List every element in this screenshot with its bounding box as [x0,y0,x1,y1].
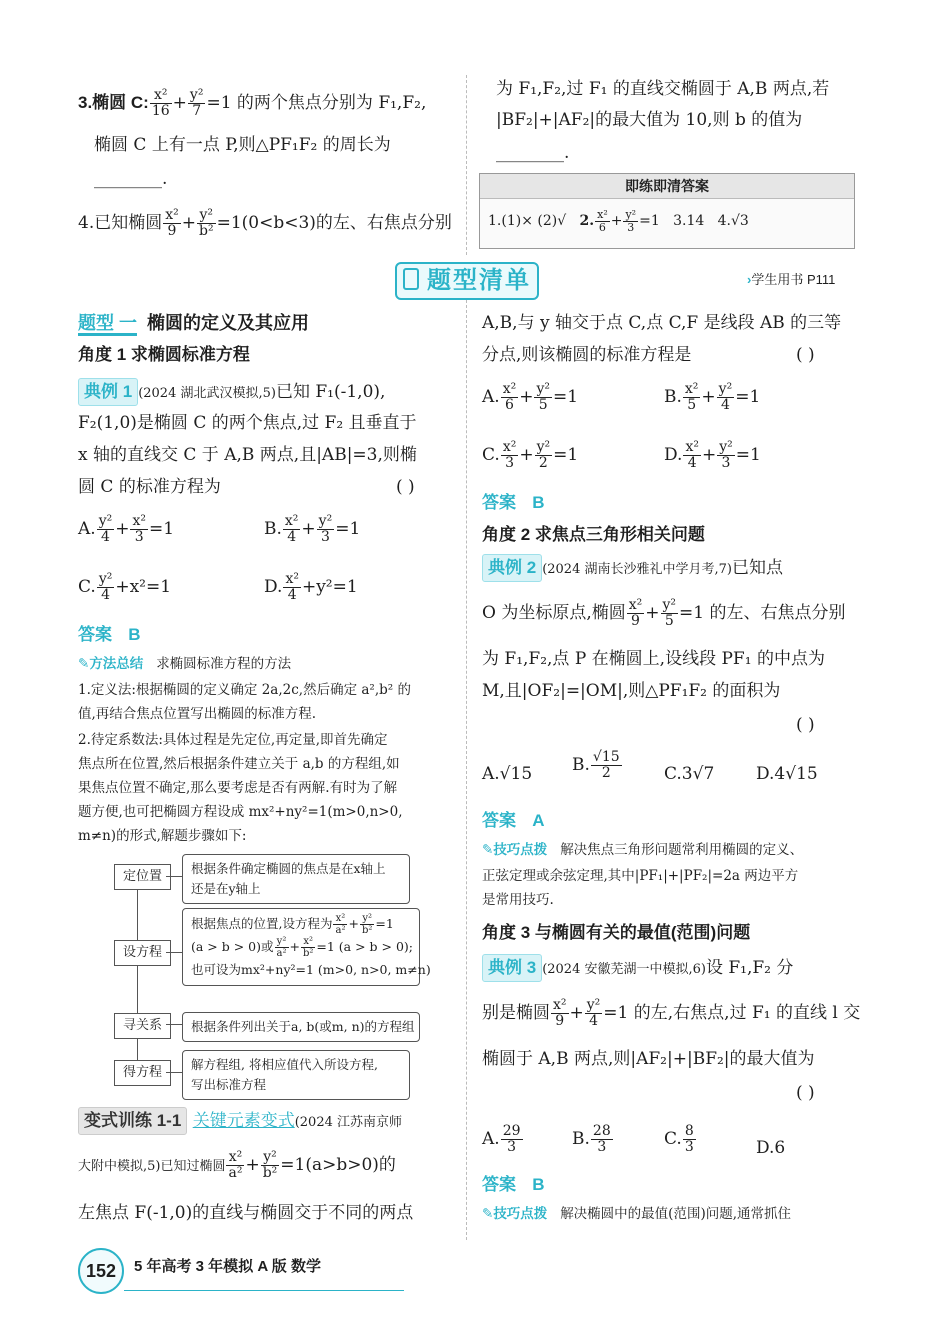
flow-link-3 [166,1024,182,1025]
example2-line4: M,且|OF₂|=|OM|,则△PF₁F₂ 的面积为 [482,681,781,701]
arrow-right-icon: › [747,272,752,287]
angle2-heading: 角度 2 求焦点三角形相关问题 [482,525,705,544]
ex2-option-b[interactable]: B. $\frac{√15}{2}$ [572,749,620,781]
method-summary-heading: ✎方法总结 求椭圆标准方程的方法 [78,656,292,672]
tip1-line3: 是常用技巧. [482,892,554,908]
variant-answer: 答案 B [482,493,545,512]
ex1-option-b[interactable]: B. $\frac{\text{x²}}{4}$ + $\frac{\text{y²}}{3}$ =1 [264,513,361,545]
page-number-badge [78,1248,124,1294]
book-title: 5 年高考 3 年模拟 A 版 数学 [134,1258,321,1275]
flowchart-connector [137,884,138,1070]
section-title: 题型清单 [427,267,531,294]
ex3-option-c[interactable]: C. $\frac{8}{3}$ [664,1123,694,1155]
method-line5: 果焦点位置不确定,那么要考虑是否有两解.有时为了解 [78,780,398,796]
example2-badge: 典例 2 [482,554,542,582]
clipboard-icon [403,268,419,290]
ex1-option-c[interactable]: C. $\frac{\text{y²}}{4}$ +x²=1 [78,571,172,603]
quick-answer-title: 即练即清答案 [480,174,854,199]
ex3-option-a[interactable]: A. $\frac{29}{3}$ [482,1123,521,1155]
tip2-label: ✎技巧点拨 [482,1206,548,1221]
section-ref: ›学生用书 P111 [747,272,836,287]
flow-step-equation: 设方程 [114,940,171,966]
q4-cont-line1: 为 F₁,F₂,过 F₁ 的直线交椭圆于 A,B 两点,若 [496,79,830,99]
angle3-heading: 角度 3 与椭圆有关的最值(范围)问题 [482,923,751,942]
example2-line1: 典例 2 (2024 湖南长沙雅礼中学月考,7)已知点 [482,554,783,582]
flow-step-result: 得方程 [114,1060,171,1086]
ex2-option-c[interactable]: C.3√7 [664,764,715,784]
ex1-option-d[interactable]: D. $\frac{\text{x²}}{4}$ +y²=1 [264,571,358,603]
ex3-option-b[interactable]: B. $\frac{28}{3}$ [572,1123,611,1155]
q4-cont-line2: |BF₂|+|AF₂|的最大值为 10,则 b 的值为 [496,110,803,130]
example1-badge: 典例 1 [78,378,138,406]
section-banner [395,262,539,300]
q3-blank: ________. [94,169,168,189]
q4-line1: 4.已知椭圆 $\frac{\text{x²}}{9}$ + $\frac{\text{y²}}{\text{b²}}$ =1(0<b<3)的左、右焦点分别 [78,207,452,239]
method-line3: 2.待定系数法:具体过程是先定位,再定量,即首先确定 [78,732,388,748]
method-line1: 1.定义法:根据椭圆的定义确定 2a,2c,然后确定 a²,b² 的 [78,682,411,698]
example1-line3: x 轴的直线交 C 于 A,B 两点,且|AB|=3,则椭 [78,445,417,465]
flow-step-locate: 定位置 [114,864,171,890]
example1-line4: 圆 C 的标准方程为 [78,477,221,497]
var-option-b[interactable]: B. $\frac{\text{x²}}{5}$ + $\frac{\text{y²}}{4}$ =1 [664,381,761,413]
variant-badge: 变式训练 1-1 [78,1107,187,1135]
ex2-option-d[interactable]: D.4√15 [756,764,818,784]
tip1-line2: 正弦定理或余弦定理,其中|PF₁|+|PF₂|=2a 两边平方 [482,868,799,884]
example1-line2: F₂(1,0)是椭圆 C 的两个焦点,过 F₂ 且垂直于 [78,413,417,433]
flow-desc-relation: 根据条件列出关于a, b(或m, n)的方程组 [182,1012,420,1042]
method-line4: 焦点所在位置,然后根据条件建立关于 a,b 的方程组,如 [78,756,400,772]
column-divider-top [466,75,467,255]
ex2-option-a[interactable]: A.√15 [482,764,533,784]
example3-badge: 典例 3 [482,954,542,982]
example2-line3: 为 F₁,F₂,点 P 在椭圆上,设线段 PF₁ 的中点为 [482,649,825,669]
example3-paren: ( ) [796,1083,815,1103]
flow-desc-locate: 根据条件确定椭圆的焦点是在x轴上 还是在y轴上 [182,854,410,904]
tip2-line1: ✎技巧点拨 解决椭圆中的最值(范围)问题,通常抓住 [482,1206,792,1222]
ex1-option-a[interactable]: A. $\frac{\text{y²}}{4}$ + $\frac{\text{x²}}{3}$ =1 [78,513,175,545]
flow-desc-result: 解方程组, 将相应值代入所设方程, 写出标准方程 [182,1050,410,1100]
flow-desc-equation: 根据焦点的位置,设方程为 $\frac{\text{x²}}{\text{a²}}$ + $\frac{\text{y²}}{\text{b²}}$ =1 (a > b > 0)或 $\frac{\text{y²}}{\text{a²}}$ + $\frac{\text{x²}}{\text{b²}}$ =1 (a > b > 0); 也可设为mx²+ny²=1 (m>0, n>0, m≠n) [182,908,420,986]
method-line6: 题方便,也可把椭圆方程设成 mx²+ny²=1(m>0,n>0, [78,804,403,820]
page-number: 152 [85,1261,117,1281]
example3-answer: 答案 B [482,1175,545,1194]
ex3-option-d[interactable]: D.6 [756,1138,786,1158]
method-line7: m≠n)的形式,解题步骤如下: [78,828,247,844]
example1-line1: 典例 1 (2024 湖北武汉模拟,5)已知 F₁(-1,0), [78,378,385,406]
example1-paren: ( ) [396,477,415,497]
variant-line3: 左焦点 F(-1,0)的直线与椭圆交于不同的两点 [78,1203,414,1223]
type1-heading: 题型 一 椭圆的定义及其应用 [78,310,309,336]
q4-blank: ________. [496,143,570,163]
example3-line3: 椭圆于 A,B 两点,则|AF₂|+|BF₂|的最大值为 [482,1049,815,1069]
variant-line2: 大附中模拟,5)已知过椭圆 $\frac{\text{x²}}{\text{a²}}$ + $\frac{\text{y²}}{\text{b²}}$ =1(a>b>0)的 [78,1149,396,1181]
example2-line2: O 为坐标原点,椭圆 $\frac{\text{x²}}{9}$ + $\frac{\text{y²}}{5}$ =1 的左、右焦点分别 [482,597,846,629]
tip1-label: ✎技巧点拨 [482,842,548,857]
footer-rule [124,1290,404,1291]
variant-cont-line1: A,B,与 y 轴交于点 C,点 C,F 是线段 AB 的三等 [482,313,842,333]
var-option-a[interactable]: A. $\frac{\text{x²}}{6}$ + $\frac{\text{y²}}{5}$ =1 [482,381,579,413]
example1-answer: 答案 B [78,625,141,644]
q3-line2: 椭圆 C 上有一点 P,则△PF₁F₂ 的周长为 [94,135,391,155]
variant-line1: 变式训练 1-1 关键元素变式(2024 江苏南京师 [78,1107,402,1135]
column-divider [466,300,467,1240]
flow-link-1 [166,876,182,877]
variant-cont-line2: 分点,则该椭圆的标准方程是 [482,345,692,365]
quick-answer-box [479,173,855,249]
q3-line1: 3.椭圆 C: $\frac{\text{x²}}{16}$ + $\frac{\text{y²}}{7}$ =1 的两个焦点分别为 F₁,F₂, [78,87,427,119]
example3-line2: 别是椭圆 $\frac{\text{x²}}{9}$ + $\frac{\text{y²}}{4}$ =1 的左,右焦点,过 F₁ 的直线 l 交 [482,997,861,1029]
quick-answer-line: 1.(1)× (2)√ 2. $\frac{\text{x²}}{6}$ + $\frac{\text{y²}}{3}$ =1 3.14 4.√3 [488,207,749,234]
angle1-heading: 角度 1 求椭圆标准方程 [78,345,250,364]
method-line2: 值,再结合焦点位置写出椭圆的标准方程. [78,706,317,722]
flow-step-relation: 寻关系 [114,1013,171,1039]
example2-answer: 答案 A [482,811,545,830]
tip1-line1: ✎技巧点拨 解决焦点三角形问题常利用椭圆的定义、 [482,842,804,858]
method-label: ✎方法总结 [78,656,144,671]
flow-link-4 [166,1072,182,1073]
example2-paren: ( ) [796,715,815,735]
flow-link-2 [166,952,182,953]
var-option-d[interactable]: D. $\frac{\text{x²}}{4}$ + $\frac{\text{y²}}{3}$ =1 [664,439,761,471]
example3-line1: 典例 3 (2024 安徽芜湖一中模拟,6)设 F₁,F₂ 分 [482,954,793,982]
variant-paren: ( ) [796,345,815,365]
var-option-c[interactable]: C. $\frac{\text{x²}}{3}$ + $\frac{\text{y²}}{2}$ =1 [482,439,579,471]
